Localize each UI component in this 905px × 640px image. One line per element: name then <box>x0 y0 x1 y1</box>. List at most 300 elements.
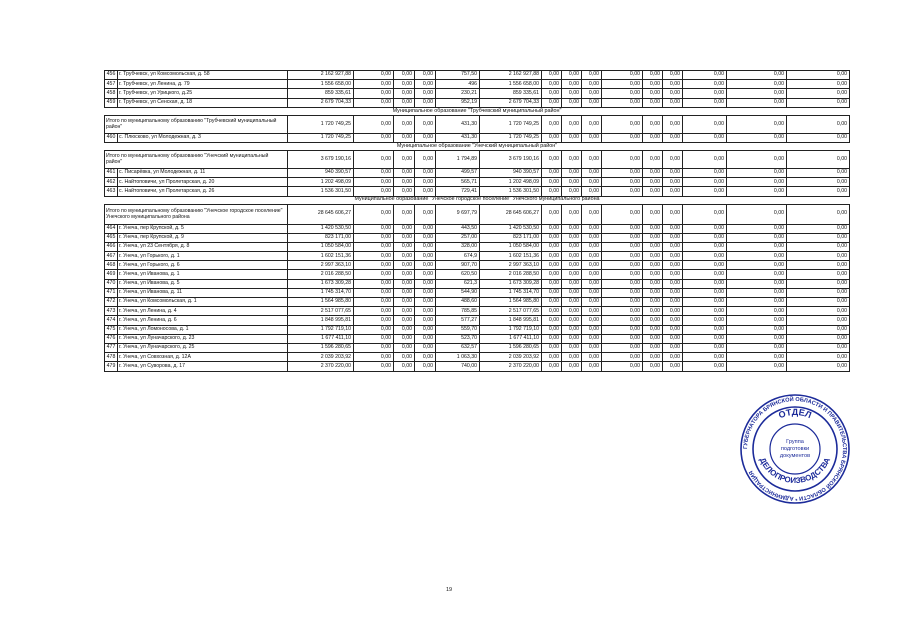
row-number: 479 <box>105 362 118 371</box>
value-cell: 0,00 <box>582 115 602 133</box>
office-stamp <box>739 393 851 505</box>
value-cell: 0,00 <box>643 261 663 270</box>
value-cell: 0,00 <box>354 133 394 142</box>
value-cell: 1 596 280,65 <box>288 343 354 352</box>
table-row <box>105 252 850 261</box>
value-cell: 0,00 <box>643 187 663 196</box>
value-cell: 0,00 <box>663 307 683 316</box>
row-address: г. Трубчевск, ул Комсомольская, д. 58 <box>118 71 288 80</box>
value-cell: 0,00 <box>787 204 850 224</box>
value-cell: 0,00 <box>354 71 394 80</box>
value-cell: 0,00 <box>394 150 415 168</box>
value-cell: 0,00 <box>663 224 683 233</box>
value-cell: 0,00 <box>394 115 415 133</box>
value-cell: 0,00 <box>643 279 663 288</box>
row-number: 472 <box>105 298 118 307</box>
value-cell: 0,00 <box>582 98 602 107</box>
value-cell: 559,70 <box>436 325 480 334</box>
value-cell: 0,00 <box>602 133 643 142</box>
value-cell: 0,00 <box>582 204 602 224</box>
value-cell: 0,00 <box>602 298 643 307</box>
value-cell: 0,00 <box>727 71 787 80</box>
value-cell: 0,00 <box>683 115 727 133</box>
value-cell: 0,00 <box>727 98 787 107</box>
value-cell: 0,00 <box>582 334 602 343</box>
value-cell: 0,00 <box>394 168 415 177</box>
value-cell: 0,00 <box>643 89 663 98</box>
value-cell: 0,00 <box>602 80 643 89</box>
stamp-center-text <box>780 439 810 459</box>
value-cell: 0,00 <box>394 343 415 352</box>
value-cell: 2 162 927,88 <box>480 71 542 80</box>
value-cell: 0,00 <box>354 204 394 224</box>
value-cell: 0,00 <box>542 298 562 307</box>
value-cell: 0,00 <box>602 150 643 168</box>
value-cell: 0,00 <box>787 353 850 362</box>
value-cell: 0,00 <box>394 98 415 107</box>
value-cell: 0,00 <box>787 71 850 80</box>
value-cell: 757,50 <box>436 71 480 80</box>
value-cell: 0,00 <box>643 252 663 261</box>
table-row <box>105 80 850 89</box>
stamp-center-line: подготовки <box>780 446 810 452</box>
value-cell: 2 039 203,92 <box>480 353 542 362</box>
row-number: 468 <box>105 261 118 270</box>
value-cell: 0,00 <box>683 353 727 362</box>
value-cell: 0,00 <box>562 353 582 362</box>
value-cell: 0,00 <box>394 279 415 288</box>
value-cell: 0,00 <box>562 178 582 187</box>
value-cell: 2 016 288,50 <box>480 270 542 279</box>
page-number: 19 <box>446 587 453 593</box>
value-cell: 565,71 <box>436 178 480 187</box>
value-cell: 0,00 <box>683 178 727 187</box>
value-cell: 0,00 <box>415 115 436 133</box>
value-cell: 0,00 <box>643 224 663 233</box>
value-cell: 0,00 <box>683 362 727 371</box>
table-row <box>105 362 850 371</box>
value-cell: 0,00 <box>787 133 850 142</box>
table-row <box>105 307 850 316</box>
value-cell: 0,00 <box>663 270 683 279</box>
row-number: 464 <box>105 224 118 233</box>
table-row <box>105 298 850 307</box>
value-cell: 0,00 <box>562 316 582 325</box>
value-cell: 0,00 <box>415 204 436 224</box>
value-cell: 0,00 <box>683 270 727 279</box>
row-number: 466 <box>105 242 118 251</box>
row-address: г. Унеча, ул Ленина, д. 6 <box>118 316 288 325</box>
value-cell: 0,00 <box>394 261 415 270</box>
value-cell: 0,00 <box>562 168 582 177</box>
value-cell: 0,00 <box>582 150 602 168</box>
value-cell: 0,00 <box>663 362 683 371</box>
value-cell: 0,00 <box>787 242 850 251</box>
value-cell: 2 679 704,33 <box>288 98 354 107</box>
value-cell: 785,85 <box>436 307 480 316</box>
municipal-buildings-table <box>104 70 850 372</box>
value-cell: 0,00 <box>562 187 582 196</box>
value-cell: 940 390,57 <box>480 168 542 177</box>
value-cell: 0,00 <box>727 224 787 233</box>
value-cell: 523,70 <box>436 334 480 343</box>
value-cell: 0,00 <box>787 362 850 371</box>
value-cell: 0,00 <box>415 168 436 177</box>
value-cell: 0,00 <box>354 279 394 288</box>
value-cell: 0,00 <box>562 133 582 142</box>
value-cell: 0,00 <box>683 252 727 261</box>
row-address: г. Унеча, ул Совхозная, д. 12А <box>118 353 288 362</box>
value-cell: 0,00 <box>602 204 643 224</box>
value-cell: 859 335,61 <box>288 89 354 98</box>
value-cell: 0,00 <box>683 288 727 297</box>
value-cell: 0,00 <box>787 168 850 177</box>
value-cell: 0,00 <box>602 187 643 196</box>
value-cell: 0,00 <box>542 89 562 98</box>
value-cell: 632,57 <box>436 343 480 352</box>
value-cell: 0,00 <box>787 178 850 187</box>
value-cell: 0,00 <box>663 115 683 133</box>
value-cell: 0,00 <box>582 168 602 177</box>
value-cell: 0,00 <box>727 316 787 325</box>
value-cell: 3 679 190,16 <box>288 150 354 168</box>
value-cell: 1 745 314,70 <box>480 288 542 297</box>
value-cell: 0,00 <box>354 252 394 261</box>
value-cell: 0,00 <box>415 307 436 316</box>
value-cell: 0,00 <box>602 353 643 362</box>
section-heading-row <box>105 142 850 150</box>
row-address: г. Унеча, ул Ленина, д. 4 <box>118 307 288 316</box>
value-cell: 0,00 <box>415 316 436 325</box>
value-cell: 0,00 <box>415 334 436 343</box>
value-cell: 0,00 <box>683 150 727 168</box>
value-cell: 0,00 <box>582 178 602 187</box>
value-cell: 0,00 <box>602 242 643 251</box>
value-cell: 0,00 <box>354 168 394 177</box>
value-cell: 0,00 <box>683 343 727 352</box>
value-cell: 0,00 <box>582 279 602 288</box>
value-cell: 0,00 <box>663 261 683 270</box>
value-cell: 0,00 <box>643 307 663 316</box>
value-cell: 0,00 <box>354 288 394 297</box>
table-row <box>105 343 850 352</box>
row-address: г. Унеча, пер Крупской, д. 5 <box>118 224 288 233</box>
value-cell: 0,00 <box>663 233 683 242</box>
value-cell: 0,00 <box>683 133 727 142</box>
value-cell: 0,00 <box>542 343 562 352</box>
value-cell: 0,00 <box>727 353 787 362</box>
value-cell: 1 677 411,10 <box>288 334 354 343</box>
value-cell: 0,00 <box>787 98 850 107</box>
value-cell: 0,00 <box>562 288 582 297</box>
table-row <box>105 178 850 187</box>
section-heading: Муниципальное образование "Унечское городское поселение" Унечского муниципального района <box>105 196 850 204</box>
subtotal-row <box>105 115 850 133</box>
value-cell: 0,00 <box>394 71 415 80</box>
value-cell: 0,00 <box>542 270 562 279</box>
value-cell: 0,00 <box>542 325 562 334</box>
value-cell: 0,00 <box>602 288 643 297</box>
value-cell: 0,00 <box>562 242 582 251</box>
value-cell: 0,00 <box>663 279 683 288</box>
value-cell: 0,00 <box>727 325 787 334</box>
value-cell: 2 162 927,88 <box>288 71 354 80</box>
value-cell: 0,00 <box>562 150 582 168</box>
value-cell: 0,00 <box>683 334 727 343</box>
value-cell: 620,50 <box>436 270 480 279</box>
value-cell: 0,00 <box>562 204 582 224</box>
value-cell: 0,00 <box>727 233 787 242</box>
value-cell: 1 050 584,00 <box>288 242 354 251</box>
value-cell: 0,00 <box>643 325 663 334</box>
value-cell: 0,00 <box>415 298 436 307</box>
value-cell: 0,00 <box>727 270 787 279</box>
value-cell: 0,00 <box>542 362 562 371</box>
value-cell: 230,21 <box>436 89 480 98</box>
row-address: с. Найтоповичи, ул Пролетарская, д. 20 <box>118 178 288 187</box>
row-number: 459 <box>105 98 118 107</box>
value-cell: 0,00 <box>394 298 415 307</box>
value-cell: 1 564 985,80 <box>480 298 542 307</box>
value-cell: 0,00 <box>602 325 643 334</box>
value-cell: 3 679 190,16 <box>480 150 542 168</box>
row-number: 467 <box>105 252 118 261</box>
value-cell: 0,00 <box>602 168 643 177</box>
value-cell: 0,00 <box>582 362 602 371</box>
value-cell: 0,00 <box>683 224 727 233</box>
value-cell: 0,00 <box>394 80 415 89</box>
value-cell: 0,00 <box>354 298 394 307</box>
value-cell: 0,00 <box>727 178 787 187</box>
value-cell: 0,00 <box>643 353 663 362</box>
value-cell: 0,00 <box>602 178 643 187</box>
value-cell: 0,00 <box>542 187 562 196</box>
value-cell: 0,00 <box>394 334 415 343</box>
value-cell: 0,00 <box>683 307 727 316</box>
value-cell: 2 997 363,10 <box>288 261 354 270</box>
value-cell: 1 673 309,28 <box>288 279 354 288</box>
row-number: 463 <box>105 187 118 196</box>
value-cell: 443,50 <box>436 224 480 233</box>
value-cell: 0,00 <box>354 80 394 89</box>
value-cell: 1 673 309,28 <box>480 279 542 288</box>
row-address: г. Унеча, ул Комсомольская, д. 1 <box>118 298 288 307</box>
value-cell: 0,00 <box>562 71 582 80</box>
value-cell: 0,00 <box>643 362 663 371</box>
value-cell: 0,00 <box>663 325 683 334</box>
value-cell: 0,00 <box>727 187 787 196</box>
row-number: 458 <box>105 89 118 98</box>
value-cell: 1 720 749,25 <box>480 133 542 142</box>
value-cell: 0,00 <box>415 343 436 352</box>
table-row <box>105 242 850 251</box>
value-cell: 0,00 <box>787 307 850 316</box>
value-cell: 0,00 <box>415 187 436 196</box>
value-cell: 0,00 <box>602 307 643 316</box>
value-cell: 0,00 <box>582 307 602 316</box>
value-cell: 0,00 <box>787 270 850 279</box>
value-cell: 1 063,30 <box>436 353 480 362</box>
value-cell: 0,00 <box>683 316 727 325</box>
value-cell: 1 536 301,50 <box>480 187 542 196</box>
stamp-inner-bottom-text: ДЕЛОПРОИЗВОДСТВА <box>757 456 833 486</box>
subtotal-name: Итого по муниципальному образованию "Унечский муниципальный район" <box>105 150 288 168</box>
value-cell: 0,00 <box>643 150 663 168</box>
value-cell: 0,00 <box>415 80 436 89</box>
row-number: 462 <box>105 178 118 187</box>
value-cell: 0,00 <box>663 298 683 307</box>
value-cell: 9 697,79 <box>436 204 480 224</box>
value-cell: 2 370 220,00 <box>288 362 354 371</box>
value-cell: 0,00 <box>354 353 394 362</box>
value-cell: 0,00 <box>602 316 643 325</box>
value-cell: 0,00 <box>787 343 850 352</box>
value-cell: 0,00 <box>643 71 663 80</box>
value-cell: 0,00 <box>663 242 683 251</box>
value-cell: 1 745 314,70 <box>288 288 354 297</box>
stamp-center-line: документов <box>779 453 811 459</box>
table-row <box>105 261 850 270</box>
value-cell: 0,00 <box>415 98 436 107</box>
value-cell: 0,00 <box>542 307 562 316</box>
value-cell: 0,00 <box>663 150 683 168</box>
value-cell: 823 171,00 <box>480 233 542 242</box>
row-address: г. Унеча, ул Суворова, д. 17 <box>118 362 288 371</box>
value-cell: 0,00 <box>787 298 850 307</box>
value-cell: 0,00 <box>415 89 436 98</box>
value-cell: 2 997 363,10 <box>480 261 542 270</box>
value-cell: 0,00 <box>643 178 663 187</box>
row-address: г. Унеча, ул Иванова, д. 1 <box>118 270 288 279</box>
value-cell: 0,00 <box>663 334 683 343</box>
value-cell: 0,00 <box>787 224 850 233</box>
value-cell: 0,00 <box>562 252 582 261</box>
value-cell: 0,00 <box>542 252 562 261</box>
value-cell: 0,00 <box>663 133 683 142</box>
value-cell: 0,00 <box>727 168 787 177</box>
value-cell: 328,00 <box>436 242 480 251</box>
value-cell: 0,00 <box>683 168 727 177</box>
section-heading: Муниципальное образование "Унечский муниципальный район" <box>105 142 850 150</box>
row-address: с. Найтоповичи, ул Пролетарская, д. 26 <box>118 187 288 196</box>
row-number: 474 <box>105 316 118 325</box>
value-cell: 0,00 <box>562 298 582 307</box>
value-cell: 28 645 606,27 <box>288 204 354 224</box>
value-cell: 0,00 <box>542 204 562 224</box>
table-row <box>105 89 850 98</box>
value-cell: 0,00 <box>683 80 727 89</box>
value-cell: 0,00 <box>582 316 602 325</box>
value-cell: 0,00 <box>542 233 562 242</box>
value-cell: 0,00 <box>415 252 436 261</box>
value-cell: 0,00 <box>354 115 394 133</box>
stamp-outer-text: ГУБЕРНАТОРА БРЯНСКОЙ ОБЛАСТИ И ПРАВИТЕЛЬСТВА БРЯНСКОЙ ОБЛАСТИ * АДМИНИСТРАЦИЯ <box>742 396 848 502</box>
value-cell: 0,00 <box>582 288 602 297</box>
value-cell: 0,00 <box>663 80 683 89</box>
value-cell: 0,00 <box>354 325 394 334</box>
value-cell: 0,00 <box>643 298 663 307</box>
value-cell: 0,00 <box>663 343 683 352</box>
value-cell: 0,00 <box>542 133 562 142</box>
value-cell: 1 556 658,00 <box>288 80 354 89</box>
value-cell: 0,00 <box>542 168 562 177</box>
value-cell: 0,00 <box>394 307 415 316</box>
value-cell: 0,00 <box>663 178 683 187</box>
value-cell: 0,00 <box>727 343 787 352</box>
value-cell: 0,00 <box>354 233 394 242</box>
value-cell: 0,00 <box>663 252 683 261</box>
value-cell: 1 564 985,80 <box>288 298 354 307</box>
row-address: г. Унеча, ул Луначарского, д. 25 <box>118 343 288 352</box>
value-cell: 0,00 <box>394 252 415 261</box>
value-cell: 0,00 <box>582 270 602 279</box>
value-cell: 0,00 <box>683 71 727 80</box>
value-cell: 0,00 <box>663 98 683 107</box>
value-cell: 257,00 <box>436 233 480 242</box>
value-cell: 0,00 <box>542 288 562 297</box>
value-cell: 0,00 <box>354 261 394 270</box>
value-cell: 0,00 <box>787 279 850 288</box>
value-cell: 1 420 530,50 <box>288 224 354 233</box>
value-cell: 496 <box>436 80 480 89</box>
value-cell: 621,3 <box>436 279 480 288</box>
value-cell: 0,00 <box>663 168 683 177</box>
row-number: 475 <box>105 325 118 334</box>
section-heading-row <box>105 107 850 115</box>
value-cell: 0,00 <box>727 307 787 316</box>
value-cell: 0,00 <box>562 307 582 316</box>
table-row <box>105 168 850 177</box>
value-cell: 0,00 <box>602 233 643 242</box>
value-cell: 0,00 <box>562 224 582 233</box>
value-cell: 0,00 <box>787 233 850 242</box>
row-number: 457 <box>105 80 118 89</box>
row-address: г. Трубчевск, ул Сенская, д. 18 <box>118 98 288 107</box>
value-cell: 0,00 <box>542 71 562 80</box>
value-cell: 0,00 <box>394 133 415 142</box>
row-number: 465 <box>105 233 118 242</box>
value-cell: 0,00 <box>727 80 787 89</box>
value-cell: 0,00 <box>683 89 727 98</box>
value-cell: 1 602 151,36 <box>288 252 354 261</box>
value-cell: 28 645 606,27 <box>480 204 542 224</box>
value-cell: 0,00 <box>415 362 436 371</box>
value-cell: 0,00 <box>542 224 562 233</box>
value-cell: 1 202 498,09 <box>480 178 542 187</box>
value-cell: 2 370 220,00 <box>480 362 542 371</box>
value-cell: 0,00 <box>787 80 850 89</box>
value-cell: 0,00 <box>354 98 394 107</box>
row-number: 471 <box>105 288 118 297</box>
value-cell: 0,00 <box>582 353 602 362</box>
value-cell: 1 202 498,09 <box>288 178 354 187</box>
value-cell: 0,00 <box>354 343 394 352</box>
value-cell: 0,00 <box>562 279 582 288</box>
value-cell: 0,00 <box>643 343 663 352</box>
value-cell: 1 420 530,50 <box>480 224 542 233</box>
value-cell: 940 390,57 <box>288 168 354 177</box>
value-cell: 0,00 <box>354 242 394 251</box>
value-cell: 0,00 <box>663 353 683 362</box>
table-row <box>105 233 850 242</box>
value-cell: 0,00 <box>415 233 436 242</box>
value-cell: 577,27 <box>436 316 480 325</box>
value-cell: 0,00 <box>727 298 787 307</box>
subtotal-row <box>105 150 850 168</box>
value-cell: 1 848 995,81 <box>288 316 354 325</box>
row-number: 469 <box>105 270 118 279</box>
row-address: г. Унеча, ул Луначарского, д. 23 <box>118 334 288 343</box>
